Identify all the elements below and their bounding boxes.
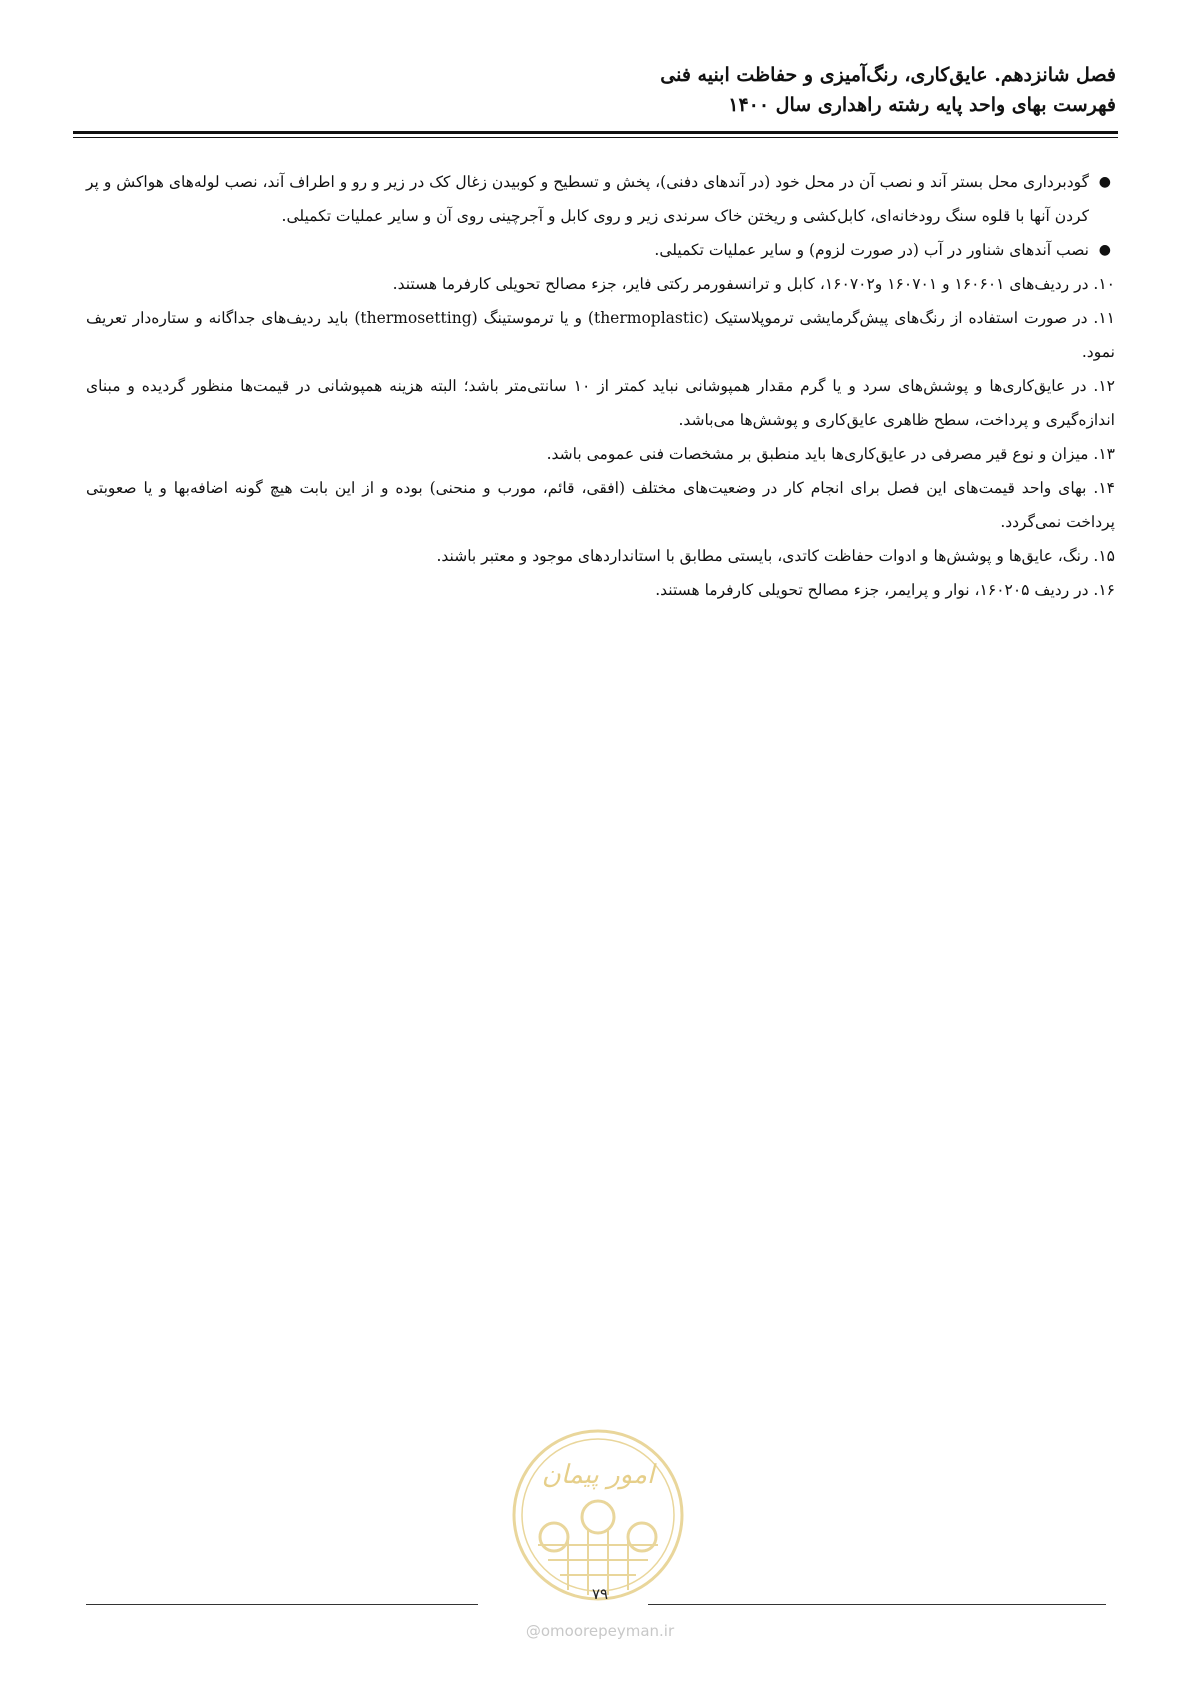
numbered-item-14: ۱۴. بهای واحد قیمت‌های این فصل برای انجام کار در وضعیت‌های مختلف (افقی، قائم، مورب و منحنی) بوده و از این بابت هیچ گونه اضافه‌بها و یا صعوبتی پرداخت نمی‌گردد. — [86, 479, 1115, 531]
watermark-seal — [508, 1425, 688, 1605]
bullet-item — [86, 165, 1115, 233]
bullet-text: نصب آندهای شناور در آب (در صورت لزوم) و سایر عملیات تکمیلی. — [654, 241, 1089, 259]
header-rule-thin — [73, 137, 1118, 138]
numbered-item-11: ۱۱. در صورت استفاده از رنگ‌های پیش‌گرمایشی ترموپلاستیک (thermoplastic) و یا ترموستینگ (thermosetting) باید ردیف‌های جداگانه و ستاره‌دار تعریف نمود. — [86, 309, 1116, 361]
footer-rule-left — [86, 1604, 478, 1605]
page-number: ۷۹ — [591, 1585, 609, 1603]
bullet-icon: ● — [1098, 242, 1111, 258]
numbered-item-12: ۱۲. در عایق‌کاری‌ها و پوشش‌های سرد و یا گرم مقدار همپوشانی نباید کمتر از ۱۰ سانتی‌متر باشد؛ البته هزینه همپوشانی در قیمت‌ها منظور گردیده و مبنای اندازه‌گیری و پرداخت، سطح ظاهری عایق‌کاری و پوشش‌ها می‌باشد. — [86, 377, 1115, 429]
bullet-item — [86, 233, 1115, 267]
chapter-title: فصل شانزدهم. عایق‌کاری، رنگ‌آمیزی و حفاظت ابنیه فنی — [660, 64, 1116, 86]
numbered-item-13: ۱۳. میزان و نوع قیر مصرفی در عایق‌کاری‌ها باید منطبق بر مشخصات فنی عمومی باشد. — [546, 445, 1115, 463]
document-body — [86, 165, 1115, 607]
bullet-icon: ● — [1098, 174, 1111, 190]
header-rule-thick — [73, 131, 1118, 134]
numbered-item-10: ۱۰. در ردیف‌های ۱۶۰۶۰۱ و ۱۶۰۷۰۱ و۱۶۰۷۰۲، کابل و ترانسفورمر رکتی فایر، جزء مصالح تحویلی کارفرما هستند. — [392, 275, 1115, 293]
footer-rule-right — [648, 1604, 1106, 1605]
website-watermark: @omoorepeyman.ir — [525, 1622, 675, 1640]
bullet-text: گودبرداری محل بستر آند و نصب آن در محل خود (در آندهای دفنی)، پخش و تسطیح و کوبیدن زغال کک در زیر و رو و اطراف آند، نصب لوله‌های هواکش و پر کردن آنها با قلوه سنگ رودخانه‌ای، کابل‌کشی و ریختن خاک سرندی زیر و روی کابل و آجرچینی روی آن و سایر عملیات تکمیلی. — [86, 173, 1089, 225]
numbered-item-16: ۱۶. در ردیف ۱۶۰۲۰۵، نوار و پرایمر، جزء مصالح تحویلی کارفرما هستند. — [655, 581, 1115, 599]
page-header — [75, 60, 1116, 120]
document-title: فهرست بهای واحد پایه رشته راهداری سال ۱۴۰۰ — [728, 94, 1116, 116]
seal-text: امور پیمان — [541, 1460, 655, 1490]
numbered-item-15: ۱۵. رنگ، عایق‌ها و پوشش‌ها و ادوات حفاظت کاتدی، بایستی مطابق با استانداردهای موجود و معتبر باشند. — [436, 547, 1115, 565]
